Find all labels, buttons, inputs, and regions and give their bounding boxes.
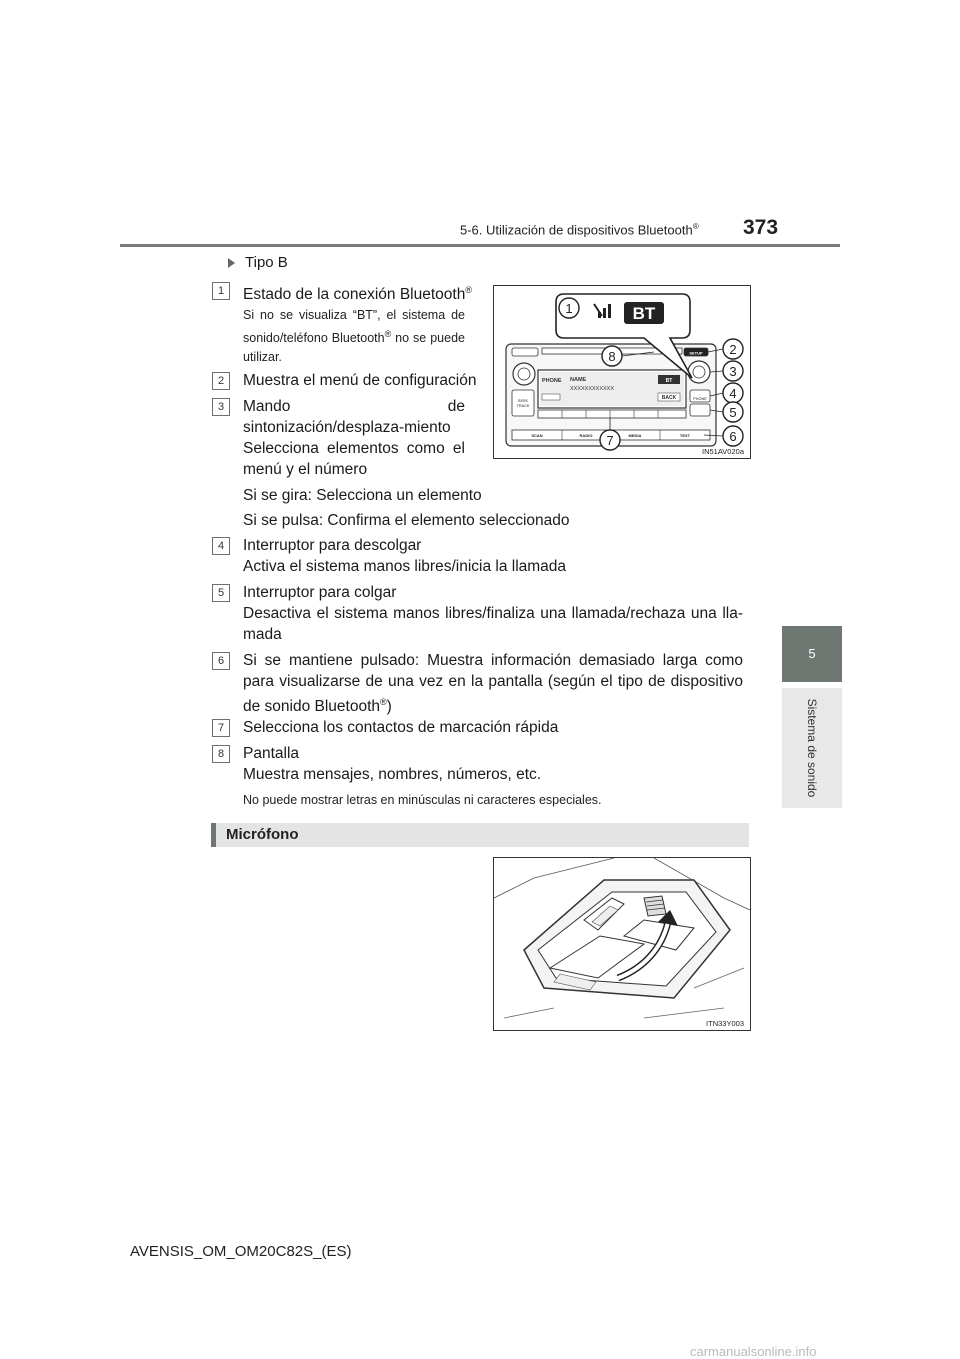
track-button-label: TRACK — [516, 404, 530, 408]
svg-text:3: 3 — [729, 364, 737, 379]
header-divider — [120, 244, 840, 247]
item-4-description: Activa el sistema manos libres/inicia la llamada — [243, 558, 567, 575]
setup-button-label: SETUP — [689, 350, 703, 356]
screen-phone-label: PHONE — [542, 378, 562, 384]
document-code: AVENSIS_OM_OM20C82S_(ES) — [130, 1243, 352, 1260]
item-number-4: 4 — [212, 537, 230, 555]
screen-back-label: BACK — [661, 395, 677, 401]
item-5-description: Desactiva el sistema manos libres/finaliza una llamada/rechaza una lla-mada — [243, 605, 743, 643]
watermark: carmanualsonline.info — [690, 1344, 817, 1359]
item-number-6: 6 — [212, 652, 230, 670]
screen-name-label: NAME — [570, 377, 587, 383]
variant-label: Tipo B — [228, 254, 288, 271]
callout-2 — [723, 339, 743, 359]
callout-4 — [723, 383, 743, 403]
item-8-description: Muestra mensajes, nombres, números, etc. — [243, 766, 542, 783]
svg-text:6: 6 — [729, 429, 737, 444]
item-7-title: Selecciona los contactos de marcación rápida — [243, 719, 559, 736]
item-3-press: Si se pulsa: Confirma el elemento seleccionado — [243, 512, 570, 529]
item-1-title: Estado de la conexión Bluetooth® — [243, 285, 472, 304]
item-3-title: Mando de sintonización/desplaza-miento — [243, 398, 465, 436]
section-title: 5-6. Utilización de dispositivos Bluetooth® — [460, 222, 699, 238]
triangle-bullet-icon — [228, 258, 235, 268]
item-3-description: Selecciona elementos como el menú y el número — [243, 440, 465, 478]
item-8-title: Pantalla — [243, 745, 300, 762]
svg-text:4: 4 — [729, 386, 737, 401]
item-number-7: 7 — [212, 719, 230, 737]
item-number-1: 1 — [212, 282, 230, 300]
svg-text:1: 1 — [565, 301, 573, 316]
text-button-label: TEXT — [679, 433, 691, 438]
item-1-note: Si no se visualiza “BT”, el sistema de sonido/teléfono Bluetooth® no se puede utilizar. — [243, 308, 465, 365]
callout-5 — [723, 402, 743, 422]
microphone-figure — [493, 857, 751, 1031]
svg-text:8: 8 — [608, 349, 616, 364]
callout-6 — [723, 426, 743, 446]
radio-unit-figure — [493, 285, 751, 459]
item-2-title: Muestra el menú de configuración — [243, 372, 477, 389]
seek-button-label: SEEK — [517, 399, 529, 403]
callout-3 — [723, 361, 743, 381]
item-4-title: Interruptor para descolgar — [243, 537, 422, 554]
screen-bt-indicator: BT — [665, 378, 673, 384]
screen-digits: XXXXXXXXXXXX — [570, 386, 615, 392]
scan-button-label: SCAN — [531, 433, 543, 438]
bt-badge-label: BT — [632, 304, 656, 323]
item-8-note: No puede mostrar letras en minúsculas ni caracteres especiales. — [243, 793, 602, 807]
callout-1 — [559, 298, 579, 318]
svg-text:2: 2 — [729, 342, 737, 357]
item-3-rotate: Si se gira: Selecciona un elemento — [243, 487, 482, 504]
phone-button-label: PHONE — [693, 397, 707, 401]
figure-code: ITN33Y003 — [706, 1019, 744, 1028]
section-heading-bar: Micrófono — [211, 823, 749, 847]
figure-code: IN51AV020a — [702, 447, 744, 456]
item-number-5: 5 — [212, 584, 230, 602]
radio-button-label: RADIO — [579, 433, 593, 438]
page-number: 373 — [743, 216, 779, 239]
item-6-title: Si se mantiene pulsado: Muestra información demasiado larga como para visualizarse de una vez en la pantalla (según el tipo de dispositivo de sonido Bluetooth®) — [243, 652, 743, 716]
svg-text:5: 5 — [729, 405, 737, 420]
item-number-2: 2 — [212, 372, 230, 390]
chapter-tab-number: 5 — [782, 626, 842, 682]
callout-7 — [600, 430, 620, 450]
svg-text:7: 7 — [606, 433, 614, 448]
item-number-8: 8 — [212, 745, 230, 763]
chapter-tab-label: Sistema de sonido — [782, 688, 842, 808]
media-button-label: MEDIA — [628, 433, 642, 438]
callout-8 — [602, 346, 622, 366]
item-5-title: Interruptor para colgar — [243, 584, 397, 601]
item-number-3: 3 — [212, 398, 230, 416]
